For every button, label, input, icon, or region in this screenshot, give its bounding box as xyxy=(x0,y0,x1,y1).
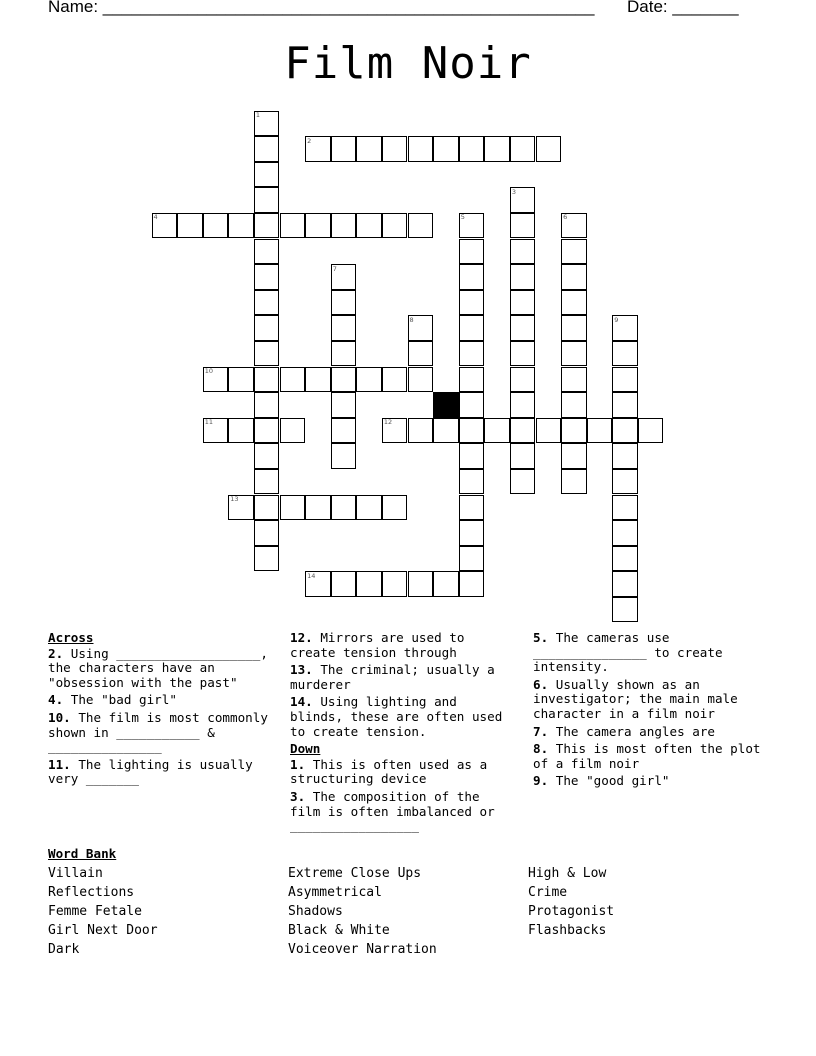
crossword-cell[interactable] xyxy=(254,290,280,316)
crossword-cell[interactable] xyxy=(408,571,434,597)
crossword-cell[interactable] xyxy=(254,367,280,393)
crossword-cell[interactable] xyxy=(459,315,485,341)
crossword-cell[interactable] xyxy=(356,213,382,239)
crossword-cell[interactable] xyxy=(408,341,434,367)
word-bank-column-2 xyxy=(288,864,437,959)
crossword-cell[interactable] xyxy=(612,597,638,623)
crossword-cell[interactable] xyxy=(561,239,587,265)
clue-down-7: 7. The camera angles are xyxy=(533,723,715,739)
clue-number-label: 5 xyxy=(460,213,465,222)
word-bank-item: Black & White xyxy=(288,923,390,938)
clue-across-12: 12. Mirrors are used to create tension through xyxy=(290,630,465,660)
crossword-cell[interactable] xyxy=(510,239,536,265)
clue-number-label: 11 xyxy=(204,418,213,427)
crossword-cell[interactable] xyxy=(459,392,485,418)
crossword-cell[interactable] xyxy=(331,290,357,316)
crossword-cell[interactable] xyxy=(331,571,357,597)
clue-down-9: 9. The "good girl" xyxy=(533,773,670,789)
crossword-cell[interactable] xyxy=(587,418,613,444)
crossword-cell[interactable] xyxy=(254,546,280,572)
crossword-cell[interactable] xyxy=(459,520,485,546)
crossword-cell[interactable] xyxy=(280,213,306,239)
crossword-cell[interactable] xyxy=(382,571,408,597)
clue-across-4: 4. The "bad girl" xyxy=(48,692,177,708)
crossword-cell[interactable] xyxy=(356,367,382,393)
clue-number-label: 3 xyxy=(511,187,517,196)
crossword-cell[interactable] xyxy=(356,495,382,521)
clue-number-label: 7 xyxy=(332,264,337,273)
crossword-cell[interactable] xyxy=(612,546,638,572)
word-bank-item: Femme Fetale xyxy=(48,904,142,919)
clue-down-1: 1. This is often used as a structuring device xyxy=(290,756,488,787)
clue-across-10: 10. The film is most commonly shown in ___________ & _______________ xyxy=(48,709,268,755)
crossword-cell[interactable] xyxy=(510,443,536,469)
crossword-cell[interactable] xyxy=(510,136,536,162)
crossword-cell[interactable] xyxy=(561,418,587,444)
down-heading: Down xyxy=(290,741,321,757)
crossword-black-square xyxy=(433,392,459,418)
crossword-cell[interactable] xyxy=(382,213,408,239)
date-field-line: Date: _______ xyxy=(627,0,739,16)
crossword-cell[interactable] xyxy=(561,290,587,316)
clues-column-2 xyxy=(290,631,516,837)
clues-column-3 xyxy=(533,631,765,792)
word-bank-item: Dark xyxy=(48,942,80,957)
crossword-cell[interactable] xyxy=(408,136,434,162)
crossword-cell[interactable] xyxy=(433,418,459,444)
word-bank-item: Protagonist xyxy=(528,904,615,919)
word-bank-item: Asymmetrical xyxy=(288,885,382,900)
crossword-cell[interactable] xyxy=(459,367,485,393)
crossword-cell[interactable] xyxy=(331,418,357,444)
crossword-cell[interactable] xyxy=(459,443,485,469)
crossword-cell[interactable] xyxy=(510,264,536,290)
crossword-cell[interactable] xyxy=(459,571,485,597)
clue-across-13: 13. The criminal; usually a murderer xyxy=(290,662,495,692)
crossword-cell[interactable] xyxy=(382,367,408,393)
across-heading: Across xyxy=(48,630,94,645)
crossword-cell[interactable] xyxy=(254,418,280,444)
name-field-line: Name: ____________________________________________________ xyxy=(48,0,595,16)
word-bank-item: Flashbacks xyxy=(528,923,607,938)
crossword-cell[interactable] xyxy=(459,546,485,572)
crossword-cell[interactable] xyxy=(433,136,459,162)
word-bank-item: Crime xyxy=(528,885,568,900)
crossword-cell[interactable] xyxy=(408,418,434,444)
crossword-cell[interactable] xyxy=(561,341,587,367)
clue-number-label: 2 xyxy=(307,136,312,145)
crossword-cell[interactable] xyxy=(459,341,485,367)
crossword-cell[interactable] xyxy=(254,162,280,188)
word-bank-item: Girl Next Door xyxy=(48,923,158,938)
crossword-cell[interactable] xyxy=(254,213,280,239)
crossword-cell[interactable] xyxy=(484,136,510,162)
crossword-cell[interactable] xyxy=(280,367,306,393)
crossword-cell[interactable] xyxy=(254,315,280,341)
crossword-cell[interactable] xyxy=(331,341,357,367)
crossword-cell[interactable] xyxy=(536,418,562,444)
crossword-cell[interactable] xyxy=(561,315,587,341)
clue-across-2: 2. Using ___________________, the characters have an "obsession with the past" xyxy=(48,645,268,690)
clue-number-label: 14 xyxy=(307,571,316,580)
word-bank-item: Reflections xyxy=(48,885,135,900)
crossword-cell[interactable] xyxy=(228,418,254,444)
crossword-cell[interactable] xyxy=(382,136,408,162)
clue-number-label: 9 xyxy=(614,315,619,324)
crossword-cell[interactable] xyxy=(612,418,638,444)
crossword-cell[interactable] xyxy=(459,418,485,444)
crossword-cell[interactable] xyxy=(331,443,357,469)
clue-number-label: 13 xyxy=(230,495,239,503)
crossword-cell[interactable] xyxy=(612,571,638,597)
clue-down-6: 6. Usually shown as an investigator; the main male character in a film noir xyxy=(533,676,738,721)
word-bank-item: Villain xyxy=(48,866,103,881)
crossword-cell[interactable] xyxy=(638,418,664,444)
crossword-cell[interactable] xyxy=(254,239,280,265)
crossword-cell[interactable] xyxy=(280,495,306,521)
crossword-cell[interactable] xyxy=(561,264,587,290)
crossword-cell[interactable] xyxy=(254,495,280,521)
crossword-cell[interactable] xyxy=(356,571,382,597)
crossword-cell[interactable] xyxy=(510,341,536,367)
crossword-cell[interactable] xyxy=(203,213,229,239)
clue-down-8: 8. This is most often the plot of a film noir xyxy=(533,741,761,771)
crossword-cell[interactable] xyxy=(331,495,357,521)
crossword-cell[interactable] xyxy=(331,392,357,418)
clue-down-5: 5. The cameras use _______________ to create intensity. xyxy=(533,630,723,675)
crossword-cell[interactable] xyxy=(459,239,485,265)
crossword-cell[interactable] xyxy=(612,443,638,469)
crossword-cell[interactable] xyxy=(510,213,536,239)
crossword-cell[interactable] xyxy=(177,213,203,239)
clue-number-label: 10 xyxy=(204,367,213,375)
crossword-cell[interactable] xyxy=(254,341,280,367)
crossword-cell[interactable] xyxy=(254,264,280,290)
crossword-cell[interactable] xyxy=(561,443,587,469)
puzzle-title: Film Noir xyxy=(284,38,532,89)
crossword-cell[interactable] xyxy=(459,469,485,495)
crossword-cell[interactable] xyxy=(459,495,485,521)
crossword-cell[interactable] xyxy=(612,341,638,367)
crossword-cell[interactable] xyxy=(305,495,331,521)
clue-number-label: 12 xyxy=(383,418,393,427)
crossword-cell[interactable] xyxy=(612,392,638,418)
clue-number-label: 1 xyxy=(255,111,261,119)
crossword-cell[interactable] xyxy=(305,367,331,393)
crossword-cell[interactable] xyxy=(228,367,254,393)
crossword-cell[interactable] xyxy=(254,469,280,495)
crossword-cell[interactable] xyxy=(305,213,331,239)
crossword-cell[interactable] xyxy=(510,290,536,316)
crossword-cell[interactable] xyxy=(408,213,434,239)
word-bank-item: Shadows xyxy=(288,904,343,919)
crossword-cell[interactable] xyxy=(331,136,357,162)
crossword-cell[interactable] xyxy=(484,418,510,444)
crossword-cell[interactable] xyxy=(510,418,536,444)
clue-across-11: 11. The lighting is usually very _______ xyxy=(48,756,253,787)
crossword-cell[interactable] xyxy=(459,136,485,162)
crossword-cell[interactable] xyxy=(254,187,280,213)
crossword-cell[interactable] xyxy=(254,392,280,418)
crossword-cell[interactable] xyxy=(331,315,357,341)
crossword-cell[interactable] xyxy=(561,392,587,418)
crossword-cell[interactable] xyxy=(459,264,485,290)
clue-across-14: 14. Using lighting and blinds, these are often used to create tension. xyxy=(290,694,503,739)
crossword-cell[interactable] xyxy=(254,136,280,162)
clue-down-3: 3. The composition of the film is often imbalanced or _________________ xyxy=(290,788,495,834)
crossword-cell[interactable] xyxy=(433,571,459,597)
crossword-cell[interactable] xyxy=(356,136,382,162)
crossword-cell[interactable] xyxy=(612,469,638,495)
word-bank-heading: Word Bank xyxy=(48,846,117,861)
clues-column-1 xyxy=(48,631,276,790)
crossword-cell[interactable] xyxy=(331,367,357,393)
crossword-cell[interactable] xyxy=(612,520,638,546)
crossword-cell[interactable] xyxy=(510,392,536,418)
clue-number-label: 4 xyxy=(153,213,158,222)
word-bank-item: High & Low xyxy=(528,866,607,881)
word-bank-item: Voiceover Narration xyxy=(288,942,437,957)
crossword-cell[interactable] xyxy=(612,495,638,521)
crossword-cell[interactable] xyxy=(612,367,638,393)
word-bank-column-1 xyxy=(48,864,158,959)
crossword-cell[interactable] xyxy=(510,367,536,393)
word-bank-item: Extreme Close Ups xyxy=(288,866,422,881)
crossword-cell[interactable] xyxy=(331,213,357,239)
clue-number-label: 8 xyxy=(409,315,414,324)
clue-number-label: 6 xyxy=(563,213,568,222)
crossword-cell[interactable] xyxy=(510,315,536,341)
crossword-cell[interactable] xyxy=(382,495,408,521)
crossword-cell[interactable] xyxy=(408,367,434,393)
crossword-cell[interactable] xyxy=(536,136,562,162)
crossword-cell[interactable] xyxy=(561,367,587,393)
crossword-cell[interactable] xyxy=(254,520,280,546)
word-bank-column-3 xyxy=(528,864,614,940)
crossword-cell[interactable] xyxy=(510,469,536,495)
crossword-cell[interactable] xyxy=(254,443,280,469)
crossword-cell[interactable] xyxy=(228,213,254,239)
crossword-cell[interactable] xyxy=(280,418,306,444)
crossword-cell[interactable] xyxy=(459,290,485,316)
crossword-cell[interactable] xyxy=(561,469,587,495)
